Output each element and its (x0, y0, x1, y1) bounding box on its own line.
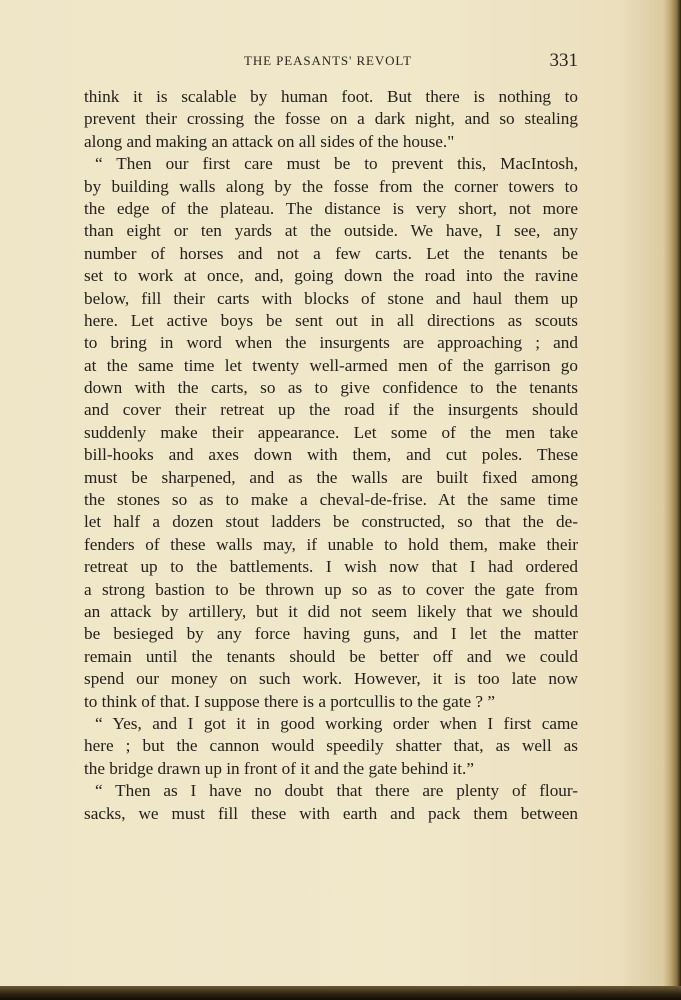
text-line: must be sharpened, and as the walls are built fixed among (84, 467, 578, 487)
text-line: down with the carts, so as to give confidence to the tenants (84, 378, 578, 398)
text-line: and cover their retreat up the road if the insurgents should (84, 400, 578, 420)
page-edge-bottom (0, 986, 681, 1000)
text-line: to think of that. I suppose there is a portcullis to the gate ? ” (84, 691, 495, 711)
text-line: “ Then as I have no doubt that there are plenty of flour- (95, 781, 578, 801)
text-line: here ; but the cannon would speedily shatter that, as well as (84, 736, 578, 756)
text-line: sacks, we must fill these with earth and pack them between (84, 803, 578, 823)
text-line: remain until the tenants should be better off and we could (84, 646, 578, 666)
text-line: let half a dozen stout ladders be constructed, so that the de- (84, 512, 578, 532)
text-line: a strong bastion to be thrown up so as to cover the gate from (84, 579, 578, 599)
text-line: below, fill their carts with blocks of stone and haul them up (84, 288, 578, 308)
text-line: here. Let active boys be sent out in all directions as scouts (84, 310, 578, 330)
text-line: think it is scalable by human foot. But there is nothing to (84, 87, 578, 106)
text-line: bill-hooks and axes down with them, and cut poles. These (84, 445, 578, 465)
text-line: by building walls along by the fosse from the corner towers to (84, 176, 578, 196)
running-title: THE PEASANTS' REVOLT (244, 53, 412, 68)
text-line: retreat up to the battlements. I wish now that I had ordered (84, 557, 578, 577)
text-line: “ Then our first care must be to prevent this, MacIntosh, (95, 154, 578, 174)
text-line: fenders of these walls may, if unable to hold them, make their (84, 534, 578, 554)
text-line: “ Yes, and I got it in good working order when I first came (95, 713, 578, 733)
text-line: along and making an attack on all sides of the house." (84, 131, 455, 151)
text-line: to bring in word when the insurgents are approaching ; and (84, 333, 578, 353)
text-line: spend our money on such work. However, it is too late now (84, 669, 578, 689)
text-line: the edge of the plateau. The distance is very short, not more (84, 198, 578, 218)
body-text (84, 86, 578, 825)
text-line: set to work at once, and, going down the road into the ravine (84, 266, 578, 286)
text-line: the stones so as to make a cheval-de-frise. At the same time (84, 490, 578, 510)
text-line: the bridge drawn up in front of it and the gate behind it.” (84, 758, 474, 778)
text-line: be besieged by any force having guns, and I let the matter (84, 624, 578, 644)
text-line: than eight or ten yards at the outside. We have, I see, any (84, 221, 578, 241)
text-line: an attack by artillery, but it did not seem likely that we should (84, 601, 578, 621)
running-head (84, 50, 578, 74)
text-line: at the same time let twenty well-armed men of the garrison go (84, 355, 578, 375)
text-line: suddenly make their appearance. Let some of the men take (84, 422, 578, 442)
page-number: 331 (549, 50, 578, 71)
text-line: number of horses and not a few carts. Let the tenants be (84, 243, 578, 263)
text-line: prevent their crossing the fosse on a dark night, and so stealing (84, 109, 578, 129)
page-edge-right (664, 0, 681, 1000)
